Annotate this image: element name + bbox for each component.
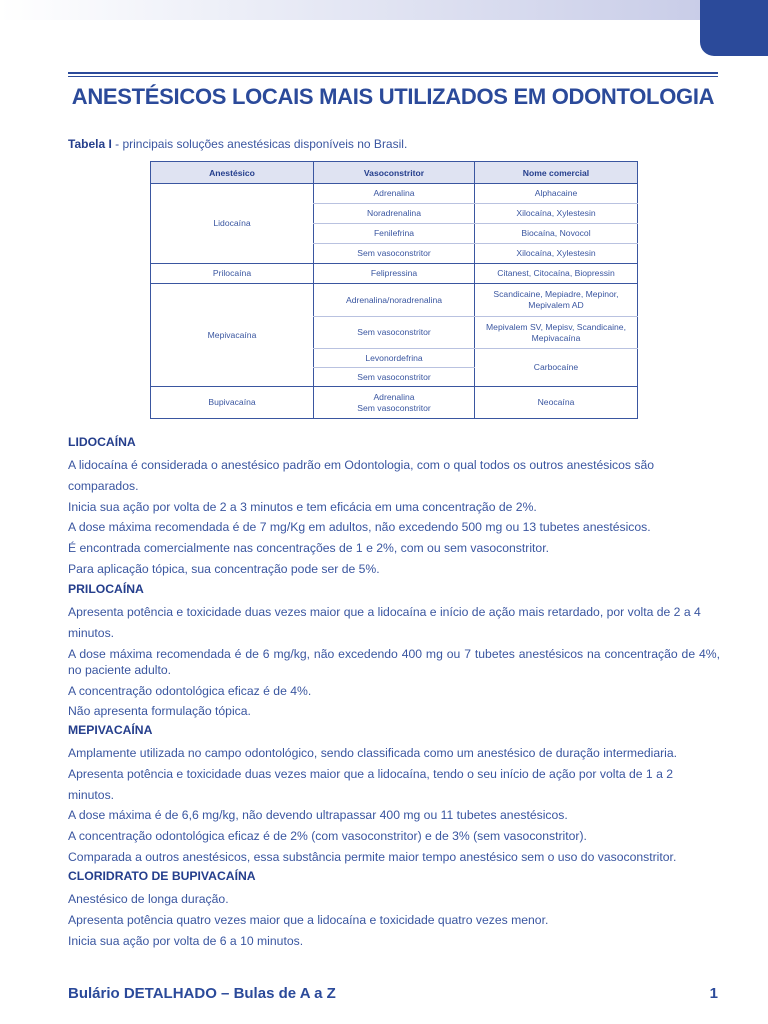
cell-vasoconstritor: Sem vasoconstritor — [314, 244, 475, 264]
section-lidocaina — [68, 434, 720, 580]
paragraph-line: A lidocaína é considerada o anestésico padrão em Odontologia, com o qual todos os outros anestésicos são comparados. — [68, 458, 655, 493]
paragraph-line: Apresenta potência e toxicidade duas vezes maior que a lidocaína e início de ação mais retardado, por volta de 2 a 4 minutos. — [68, 605, 701, 640]
corner-tab — [700, 0, 768, 56]
footer-title: Bulário DETALHADO – Bulas de A a Z — [68, 985, 336, 1002]
cell-nome-comercial: Citanest, Citocaína, Biopressin — [475, 264, 638, 284]
cell-vasoconstritor: Noradrenalina — [314, 204, 475, 224]
cell-vasoconstritor — [314, 387, 475, 419]
cell-vasoconstritor: Sem vasoconstritor — [314, 368, 475, 387]
table-row — [151, 284, 638, 317]
table-row — [151, 387, 638, 419]
paragraph-line: A dose máxima é de 6,6 mg/kg, não devendo ultrapassar 400 mg ou 11 tubetes anestésicos. — [68, 808, 568, 823]
cell-nome-comercial: Mepivalem SV, Mepisv, Scandicaine, Mepivacaína — [475, 317, 638, 349]
cell-anesthetic: Prilocaína — [151, 264, 314, 284]
paragraph-line: Anestésico de longa duração. — [68, 892, 229, 906]
section-bupivacaina — [68, 868, 720, 951]
paragraph-line: Apresenta potência quatro vezes maior que a lidocaína e toxicidade quatro vezes menor. — [68, 912, 549, 927]
section-heading: MEPIVACAÍNA — [68, 723, 153, 737]
cell-anesthetic: Bupivacaína — [151, 387, 314, 419]
section-mepivacaina — [68, 722, 720, 868]
cell-nome-comercial: Alphacaine — [475, 184, 638, 204]
header-nome-comercial: Nome comercial — [475, 162, 638, 184]
table-caption-text: - principais soluções anestésicas disponíveis no Brasil. — [111, 137, 408, 151]
paragraph-line: A concentração odontológica eficaz é de 4%. — [68, 683, 312, 698]
paragraph-line: Não apresenta formulação tópica. — [68, 704, 251, 719]
table-caption-label: Tabela I — [68, 137, 112, 151]
title-rule-bottom — [68, 76, 718, 77]
header-gradient-band — [0, 0, 700, 20]
cell-vasoconstritor: Adrenalina/noradrenalina — [314, 284, 475, 317]
cell-nome-comercial: Biocaína, Novocol — [475, 224, 638, 244]
section-prilocaina — [68, 581, 720, 722]
paragraph-line: É encontrada comercialmente nas concentrações de 1 e 2%, com ou sem vasoconstritor. — [68, 541, 549, 556]
cell-vasoconstritor: Fenilefrina — [314, 224, 475, 244]
cell-anesthetic: Lidocaína — [151, 184, 314, 264]
table-header-row — [151, 162, 638, 184]
table-row — [151, 264, 638, 284]
title-rule-top — [68, 72, 718, 74]
anesthetics-table — [150, 161, 638, 419]
cell-vasoconstritor: Felipressina — [314, 264, 475, 284]
section-heading: PRILOCAÍNA — [68, 582, 144, 596]
paragraph-line: Amplamente utilizada no campo odontológico, sendo classificada como um anestésico de duração intermediaria. — [68, 746, 678, 760]
cell-nome-comercial: Xilocaína, Xylestesin — [475, 244, 638, 264]
header-anestesico: Anestésico — [151, 162, 314, 184]
paragraph-line: Comparada a outros anestésicos, essa substância permite maior tempo anestésico sem o uso do vasoconstritor. — [68, 849, 677, 864]
cell-vasoconstritor: Sem vasoconstritor — [314, 317, 475, 349]
paragraph-line: Inicia sua ação por volta de 2 a 3 minutos e tem eficácia em uma concentração de 2%. — [68, 499, 537, 514]
table-row — [151, 184, 638, 204]
table-caption — [68, 137, 407, 151]
section-heading: CLORIDRATO DE BUPIVACAÍNA — [68, 869, 256, 883]
cell-vasoconstritor: Adrenalina — [314, 184, 475, 204]
section-heading: LIDOCAÍNA — [68, 435, 136, 449]
cell-nome-comercial: Xilocaína, Xylestesin — [475, 204, 638, 224]
paragraph-line: Inicia sua ação por volta de 6 a 10 minutos. — [68, 933, 304, 948]
paragraph-line: Para aplicação tópica, sua concentração pode ser de 5%. — [68, 561, 380, 576]
paragraph-line: A concentração odontológica eficaz é de 2% (com vasoconstritor) e de 3% (sem vasoconstritor). — [68, 829, 587, 844]
cell-vasoconstritor-text: Adrenalina Sem vasoconstritor — [357, 391, 431, 413]
cell-anesthetic: Mepivacaína — [151, 284, 314, 387]
cell-nome-comercial: Carbocaíne — [475, 349, 638, 387]
page-title: ANESTÉSICOS LOCAIS MAIS UTILIZADOS EM ODONTOLOGIA — [71, 84, 715, 109]
paragraph-line: A dose máxima recomendada é de 6 mg/kg, não excedendo 400 mg ou 7 tubetes anestésicos na concentração de 4%, no paciente adulto. — [68, 646, 720, 677]
header-vasoconstritor: Vasoconstritor — [314, 162, 475, 184]
cell-vasoconstritor: Levonordefrina — [314, 349, 475, 368]
cell-nome-comercial: Neocaína — [475, 387, 638, 419]
cell-nome-comercial: Scandicaine, Mepiadre, Mepinor, Mepivalem AD — [475, 284, 638, 317]
paragraph-line: Apresenta potência e toxicidade duas vezes maior que a lidocaína, tendo o seu início de ação por volta de 1 a 2 minutos. — [68, 766, 674, 802]
page-number: 1 — [709, 985, 718, 1002]
paragraph-line: A dose máxima recomendada é de 7 mg/Kg em adultos, não excedendo 500 mg ou 13 tubetes anestésicos. — [68, 520, 651, 535]
